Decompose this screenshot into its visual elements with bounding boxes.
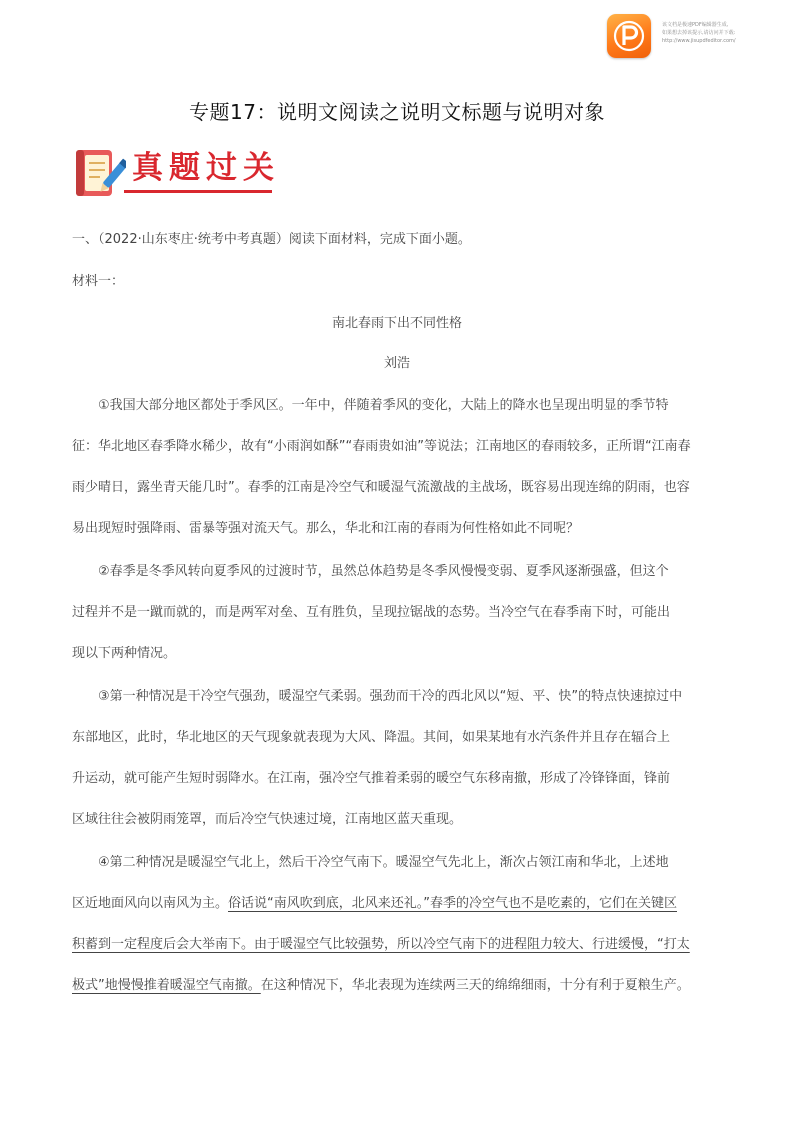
section-badge: 真题过关 <box>132 150 280 186</box>
paragraph-line: 过程并不是一蹴而就的，而是两军对垒、互有胜负，呈现拉锯战的态势。当冷空气在春季南下时，可能出 <box>72 605 671 620</box>
paragraph-line: 区域往往会被阴雨笼罩，而后冷空气快速过境，江南地区蓝天重现。 <box>72 812 463 827</box>
watermark-line: 该文档是极速PDF编辑器生成, <box>662 22 729 28</box>
paragraph-line: ③第一种情况是干冷空气强劲，暖湿空气柔弱。强劲而干冷的西北风以“短、平、快”的特点快速掠过中 <box>98 689 683 704</box>
badge-underline <box>124 190 272 193</box>
underlined-text: 积蓄到一定程度后会大举南下。由于暖湿空气比较强势，所以冷空气南下的进程阻力较大、行进缓慢，“打太 <box>72 937 690 952</box>
paragraph-line: ④第二种情况是暖湿空气北上，然后干冷空气南下。暖湿空气先北上，渐次占领江南和华北，上述地 <box>98 855 669 870</box>
document-title: 专题17：说明文阅读之说明文标题与说明对象 <box>189 100 605 124</box>
article-author: 刘浩 <box>383 356 410 371</box>
paragraph-line: ②春季是冬季风转向夏季风的过渡时节，虽然总体趋势是冬季风慢慢变弱、夏季风逐渐强盛，但这个 <box>98 564 669 579</box>
watermark-line: 如果想去掉该提示,请访问并下载: <box>662 30 736 36</box>
underlined-text: 极式”地慢慢推着暖湿空气南撤。 <box>72 978 261 993</box>
paragraph-line: 升运动，就可能产生短时弱降水。在江南，强冷空气推着柔弱的暖空气东移南撤，形成了冷锋锋面，锋前 <box>72 771 671 786</box>
paragraph-text: 在这种情况下，华北表现为连续两三天的绵绵细雨，十分有利于夏粮生产。 <box>260 978 690 993</box>
paragraph-line: 征：华北地区春季降水稀少，故有“小雨润如酥”“春雨贵如油”等说法；江南地区的春雨较多，正所谓“江南春 <box>72 439 691 454</box>
paragraph-line: 雨少晴日，露坐青天能几时”。春季的江南是冷空气和暖湿气流激战的主战场，既容易出现连绵的阴雨，也容 <box>72 480 690 495</box>
paragraph-line: 东部地区，此时，华北地区的天气现象就表现为大风、降温。其间，如果某地有水汽条件并且存在辐合上 <box>72 730 671 745</box>
paragraph-text: 区近地面风向以南风为主。 <box>72 896 229 911</box>
pdf-editor-logo-icon[interactable] <box>607 14 651 58</box>
article-title: 南北春雨下出不同性格 <box>331 316 462 331</box>
question-intro: 一、（2022·山东枣庄·统考中考真题）阅读下面材料，完成下面小题。 <box>72 232 471 247</box>
watermark-url[interactable]: http://www.jisupdfeditor.com/ <box>662 38 736 44</box>
paragraph-line <box>72 933 732 952</box>
material-label: 材料一： <box>72 274 125 289</box>
paragraph-line <box>72 974 732 993</box>
underlined-text: 俗话说“南风吹到底，北风来还礼。”春季的冷空气也不是吃素的，它们在关键区 <box>228 896 677 911</box>
notebook-pen-icon <box>72 148 126 204</box>
paragraph-line <box>72 892 732 911</box>
watermark-notice <box>662 21 790 45</box>
paragraph-line: 易出现短时强降雨、雷暴等强对流天气。那么，华北和江南的春雨为何性格如此不同呢？ <box>72 521 580 536</box>
paragraph-line: 现以下两种情况。 <box>72 646 177 661</box>
paragraph-line: ①我国大部分地区都处于季风区。一年中，伴随着季风的变化，大陆上的降水也呈现出明显的季节特 <box>98 398 669 413</box>
